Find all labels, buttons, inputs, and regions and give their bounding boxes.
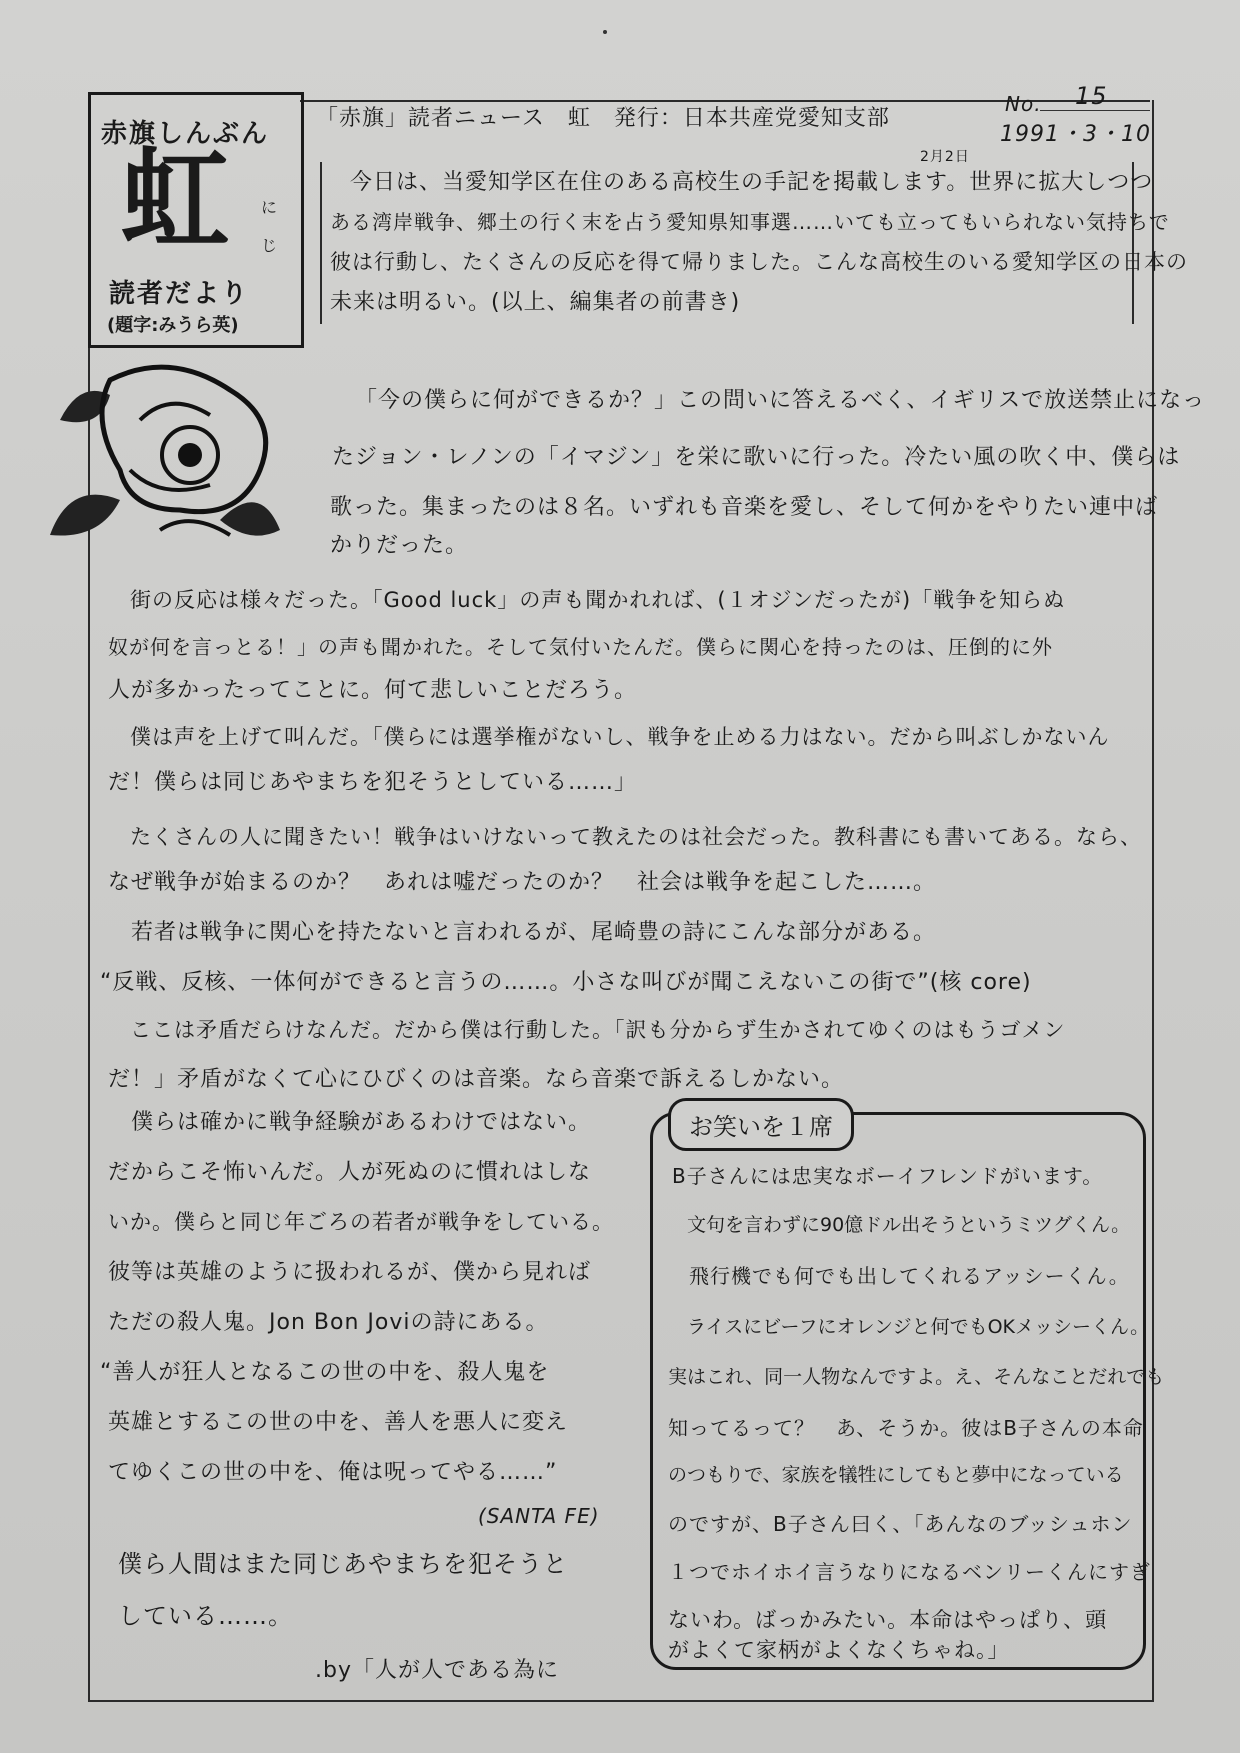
issue-number: 15 [1075, 82, 1108, 110]
humor-line: １つでホイホイ言うなりになるベンリーくんにすぎ [668, 1560, 1151, 1584]
body-line: たくさんの人に聞きたい！戦争はいけないって教えたのは社会だった。教科書にも書いてある。なら、 [108, 825, 1142, 849]
masthead-line2: 読者だより [109, 279, 250, 309]
intro-date-note: 2月2日 [920, 149, 970, 165]
source-credit: (SANTA FE) [478, 1504, 600, 1528]
humor-line: ないわ。ばっかみたい。本命はやっぱり、頭 [668, 1608, 1108, 1632]
intro-line: ある湾岸戦争、郷土の行く末を占う愛知県知事選……いても立ってもいられない気持ちで [330, 210, 1170, 234]
left-col-line: “善人が狂人となるこの世の中を、殺人鬼を [100, 1360, 550, 1385]
body-line: 若者は戦争に関心を持たないと言われるが、尾崎豊の詩にこんな部分がある。 [108, 920, 937, 945]
left-col-line: いか。僕らと同じ年ごろの若者が戦争をしている。 [108, 1210, 614, 1234]
humor-line: 実はこれ、同一人物なんですよ。え、そんなことだれでも [668, 1366, 1165, 1388]
body-line: 人が多かったってことに。何て悲しいことだろう。 [108, 678, 638, 703]
issue-number-label: No. [1005, 92, 1042, 116]
body-line: だ！僕らは同じあやまちを犯そうとしている……」 [108, 770, 638, 795]
masthead-ruby-1: に [261, 198, 278, 217]
body-line: なぜ戦争が始まるのか？ あれは嘘だったのか？ 社会は戦争を起こした……。 [108, 870, 937, 895]
closing-line: している……。 [118, 1602, 293, 1630]
body-line: たジョン・レノンの「イマジン」を栄に歌いに行った。冷たい風の吹く中、僕らは [332, 445, 1181, 470]
body-line: ここは矛盾だらけなんだ。だから僕は行動した。「訳も分からず生かされてゆくのはもうゴメン [108, 1018, 1066, 1042]
issue-number-rule [1040, 110, 1150, 111]
humor-line: がよくて家柄がよくなくちゃね。」 [668, 1638, 1010, 1662]
body-line: かりだった。 [330, 533, 469, 558]
left-col-line: 彼等は英雄のように扱われるが、僕から見れば [108, 1260, 592, 1285]
body-line: 歌った。集まったのは８名。いずれも音楽を愛し、そして何かをやりたい連中ば [330, 495, 1159, 520]
masthead-ruby-2: じ [261, 236, 278, 255]
body-line: “反戦、反核、一体何ができると言うの……。小さな叫びが聞こえないこの街で”(核 core) [100, 970, 1032, 995]
issue-date: 1991・3・10 [1000, 122, 1151, 147]
camellia-icon [40, 360, 300, 560]
humor-line: ライスにビーフにオレンジと何でもOKメッシーくん。 [668, 1316, 1150, 1338]
humor-line: のですが、B子さん曰く、「あんなのブッシュホン [668, 1512, 1133, 1536]
body-line: だ！」矛盾がなくて心にひびくのは音楽。なら音楽で訴えるしかない。 [108, 1067, 845, 1092]
masthead-line1: 赤旗しんぶん [101, 119, 270, 149]
left-col-line: ただの殺人鬼。Jon Bon Joviの詩にある。 [108, 1310, 549, 1335]
masthead [88, 92, 304, 348]
humor-line: B子さんには忠実なボーイフレンドがいます。 [672, 1164, 1104, 1188]
left-col-line: てゆくこの世の中を、俺は呪ってやる……” [108, 1460, 558, 1485]
intro-line: 彼は行動し、たくさんの反応を得て帰りました。こんな高校生のいる愛知学区の日本の [330, 250, 1188, 274]
byline: .by「人が人である為に [315, 1658, 559, 1683]
intro-line: 未来は明るい。(以上、編集者の前書き) [330, 290, 741, 315]
body-line: 僕は声を上げて叫んだ。「僕らには選挙権がないし、戦争を止める力はない。だから叫ぶしかないん [108, 725, 1110, 749]
left-col-line: 英雄とするこの世の中を、善人を悪人に変え [108, 1410, 569, 1435]
humor-box [650, 1112, 1146, 1670]
humor-line: のつもりで、家族を犠牲にしてもと夢中になっている [668, 1464, 1124, 1486]
masthead-caption: (題字:みうら英) [107, 315, 239, 336]
left-col-line: 僕らは確かに戦争経験があるわけではない。 [108, 1110, 592, 1135]
header-text: 「赤旗」読者ニュース 虹 発行：日本共産党愛知支部 [316, 106, 890, 131]
humor-line: 文句を言わずに90億ドル出そうというミツグくん。 [668, 1214, 1131, 1236]
humor-box-title: お笑いを１席 [668, 1098, 854, 1151]
speck [603, 30, 607, 34]
body-line: 「今の僕らに何ができるか？」この問いに答えるべく、イギリスで放送禁止になっ [355, 388, 1206, 413]
body-line: 奴が何を言っとる！」の声も聞かれた。そして気付いたんだ。僕らに関心を持ったのは、圧倒的に外 [108, 635, 1053, 659]
humor-line: 飛行機でも何でも出してくれるアッシーくん。 [668, 1264, 1130, 1288]
left-col-line: だからこそ怖いんだ。人が死ぬのに慣れはしな [108, 1160, 592, 1185]
humor-line: 知ってるって？ あ、そうか。彼はB子さんの本命 [668, 1416, 1144, 1440]
body-line: 街の反応は様々だった。「Good luck」の声も聞かれれば、(１オジンだったが)「戦争を知らぬ [108, 588, 1066, 612]
intro-line: 今日は、当愛知学区在住のある高校生の手記を掲載します。世界に拡大しつつ [350, 170, 1154, 195]
closing-line: 僕ら人間はまた同じあやまちを犯そうと [118, 1550, 568, 1578]
masthead-title: 虹 [121, 138, 230, 263]
